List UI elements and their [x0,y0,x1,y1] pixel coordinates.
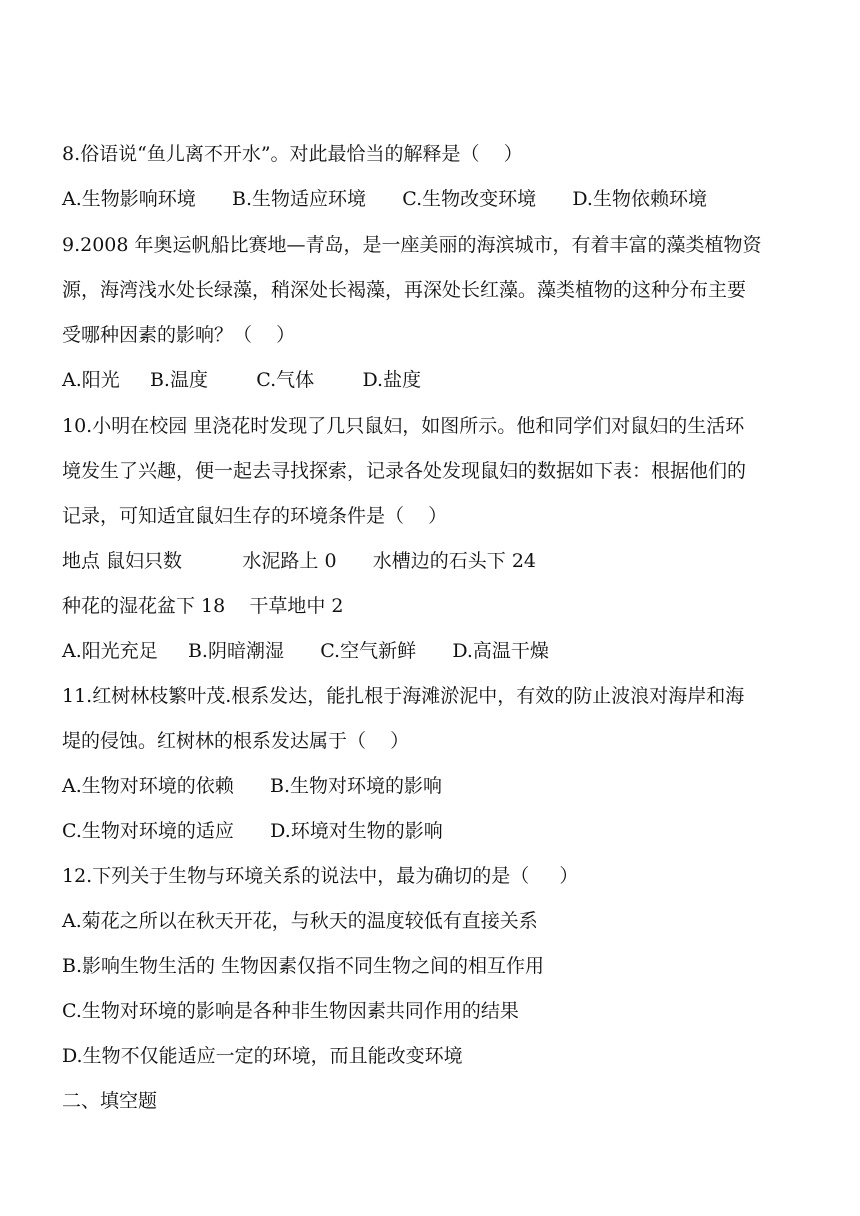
question-12-stem: 12.下列关于生物与环境关系的说法中，最为确切的是（ ） [62,865,579,887]
question-10-stem-line-3: 记录，可知适宜鼠妇生存的环境条件是（ ） [62,505,448,527]
question-10-stem-line-2: 境发生了兴趣，便一起去寻找探索，记录各处发现鼠妇的数据如下表：根据他们的 [62,460,747,482]
question-12-option-b: B.影响生物生活的 生物因素仅指不同生物之间的相互作用 [62,955,545,977]
question-12-option-a: A.菊花之所以在秋天开花，与秋天的温度较低有直接关系 [62,910,538,932]
question-8-options: A.生物影响环境 B.生物适应环境 C.生物改变环境 D.生物依赖环境 [62,188,707,210]
question-9-options: A.阳光 B.温度 C.气体 D.盐度 [62,369,422,391]
section-heading-fill-in-blank: 二、填空题 [62,1090,158,1112]
question-11-stem-line-2: 堤的侵蚀。红树林的根系发达属于（ ） [62,730,410,752]
question-9-stem-line-1: 9.2008 年奥运帆船比赛地—青岛，是一座美丽的海滨城市，有着丰富的藻类植物资 [62,234,762,256]
question-8-stem: 8.俗语说“鱼儿离不开水”。对此最恰当的解释是（ ） [62,143,523,165]
question-11-options-row-1: A.生物对环境的依赖 B.生物对环境的影响 [62,775,443,797]
question-9-stem-line-2: 源，海湾浅水处长绿藻，稍深处长褐藻，再深处长红藻。藻类植物的这种分布主要 [62,279,747,301]
question-10-options: A.阳光充足 B.阴暗潮湿 C.空气新鲜 D.高温干燥 [62,640,549,662]
question-10-stem-line-1: 10.小明在校园 里浇花时发现了几只鼠妇，如图所示。他和同学们对鼠妇的生活环 [62,415,745,437]
question-10-table-line-1: 地点 鼠妇只数 水泥路上 0 水槽边的石头下 24 [62,550,537,572]
question-12-option-d: D.生物不仅能适应一定的环境，而且能改变环境 [62,1045,463,1067]
question-10-table-line-2: 种花的湿花盆下 18 干草地中 2 [62,595,344,617]
question-12-option-c: C.生物对环境的影响是各种非生物因素共同作用的结果 [62,1000,519,1022]
question-11-options-row-2: C.生物对环境的适应 D.环境对生物的影响 [62,820,443,842]
question-9-stem-line-3: 受哪种因素的影响？（ ） [62,324,296,346]
question-11-stem-line-1: 11.红树林枝繁叶茂.根系发达，能扎根于海滩淤泥中，有效的防止波浪对海岸和海 [62,685,745,707]
